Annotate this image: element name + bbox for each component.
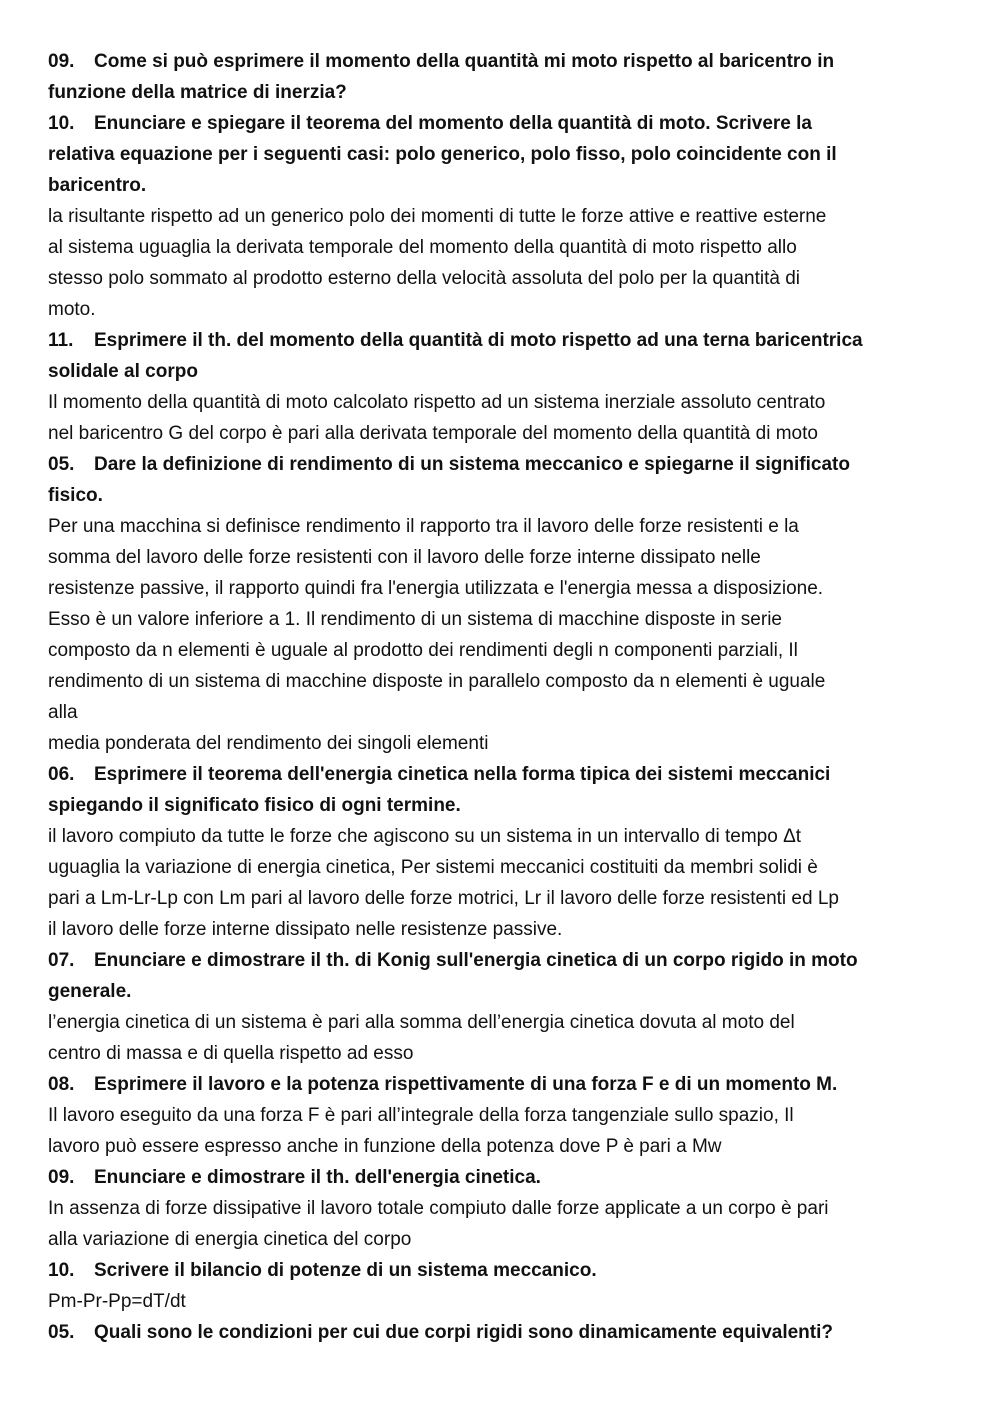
- answer-line: [48, 294, 958, 325]
- question-block: [48, 325, 958, 387]
- question-block: [48, 759, 958, 821]
- answer-line: [48, 852, 958, 883]
- line-text: solidale al corpo: [48, 361, 198, 382]
- line-text: nel baricentro G del corpo è pari alla derivata temporale del momento della quantità di moto: [48, 423, 818, 444]
- question-number: 10.: [48, 1260, 75, 1281]
- answer-line: [48, 914, 958, 945]
- line-text: centro di massa e di quella rispetto ad esso: [48, 1043, 414, 1064]
- line-text: al sistema uguaglia la derivata temporale del momento della quantità di moto rispetto allo: [48, 237, 797, 258]
- question-number: 05.: [48, 1322, 75, 1343]
- question-number: 06.: [48, 764, 75, 785]
- line-text: Esprimere il th. del momento della quantità di moto rispetto ad una terna baricentrica: [94, 330, 863, 351]
- answer-line: [48, 201, 958, 232]
- line-text: somma del lavoro delle forze resistenti con il lavoro delle forze interne dissipato nelle: [48, 547, 761, 568]
- answer-block: [48, 511, 958, 759]
- answer-line: [48, 666, 958, 697]
- line-text: Il lavoro eseguito da una forza F è pari all’integrale della forza tangenziale sullo spazio, Il: [48, 1105, 794, 1126]
- line-text: moto.: [48, 299, 96, 320]
- question-line: [48, 1162, 958, 1193]
- line-text: alla variazione di energia cinetica del corpo: [48, 1229, 412, 1250]
- line-text: rendimento di un sistema di macchine disposte in parallelo composto da n elementi è uguale: [48, 671, 826, 692]
- line-text: il lavoro delle forze interne dissipato nelle resistenze passive.: [48, 919, 563, 940]
- answer-line: [48, 1224, 958, 1255]
- question-block: [48, 108, 958, 201]
- question-block: [48, 1317, 958, 1348]
- answer-line: [48, 821, 958, 852]
- answer-line: [48, 1100, 958, 1131]
- line-text: il lavoro compiuto da tutte le forze che agiscono su un sistema in un intervallo di tempo Δt: [48, 826, 802, 847]
- line-text: uguaglia la variazione di energia cinetica, Per sistemi meccanici costituiti da membri solidi è: [48, 857, 818, 878]
- answer-line: [48, 1286, 958, 1317]
- question-number: 09.: [48, 1167, 75, 1188]
- question-line: [48, 449, 958, 480]
- line-text: pari a Lm-Lr-Lp con Lm pari al lavoro delle forze motrici, Lr il lavoro delle forze resistenti ed Lp: [48, 888, 839, 909]
- line-text: fisico.: [48, 485, 103, 506]
- answer-line: [48, 418, 958, 449]
- line-text: alla: [48, 702, 78, 723]
- question-block: [48, 945, 958, 1007]
- line-text: la risultante rispetto ad un generico polo dei momenti di tutte le forze attive e reattive esterne: [48, 206, 827, 227]
- answer-block: [48, 1193, 958, 1255]
- question-line: [48, 77, 958, 108]
- line-text: generale.: [48, 981, 132, 1002]
- question-number: 05.: [48, 454, 75, 475]
- answer-line: [48, 1038, 958, 1069]
- line-text: Scrivere il bilancio di potenze di un sistema meccanico.: [94, 1260, 597, 1281]
- question-number: 11.: [48, 330, 74, 351]
- answer-line: [48, 573, 958, 604]
- question-number: 09.: [48, 51, 75, 72]
- question-line: [48, 46, 958, 77]
- answer-block: [48, 387, 958, 449]
- question-line: [48, 790, 958, 821]
- answer-line: [48, 883, 958, 914]
- question-line: [48, 759, 958, 790]
- question-line: [48, 139, 958, 170]
- question-block: [48, 449, 958, 511]
- answer-block: [48, 821, 958, 945]
- line-text: baricentro.: [48, 175, 147, 196]
- answer-line: [48, 542, 958, 573]
- line-text: lavoro può essere espresso anche in funzione della potenza dove P è pari a Mw: [48, 1136, 722, 1157]
- line-text: relativa equazione per i seguenti casi: polo generico, polo fisso, polo coincidente con il: [48, 144, 837, 165]
- answer-line: [48, 232, 958, 263]
- question-line: [48, 1069, 958, 1100]
- answer-line: [48, 604, 958, 635]
- line-text: Dare la definizione di rendimento di un sistema meccanico e spiegarne il significato: [94, 454, 850, 475]
- document-page: [48, 46, 958, 1348]
- answer-line: [48, 387, 958, 418]
- question-line: [48, 325, 958, 356]
- line-text: Pm-Pr-Pp=dT/dt: [48, 1291, 186, 1312]
- line-text: Enunciare e dimostrare il th. di Konig sull'energia cinetica di un corpo rigido in moto: [94, 950, 858, 971]
- question-block: [48, 1069, 958, 1100]
- question-line: [48, 356, 958, 387]
- question-number: 07.: [48, 950, 75, 971]
- question-block: [48, 1255, 958, 1286]
- answer-line: [48, 1007, 958, 1038]
- answer-line: [48, 511, 958, 542]
- line-text: stesso polo sommato al prodotto esterno della velocità assoluta del polo per la quantità di: [48, 268, 801, 289]
- line-text: Quali sono le condizioni per cui due corpi rigidi sono dinamicamente equivalenti?: [94, 1322, 833, 1343]
- question-line: [48, 1317, 958, 1348]
- question-line: [48, 1255, 958, 1286]
- question-number: 10.: [48, 113, 75, 134]
- answer-block: [48, 1100, 958, 1162]
- answer-line: [48, 1193, 958, 1224]
- question-line: [48, 108, 958, 139]
- answer-line: [48, 263, 958, 294]
- line-text: composto da n elementi è uguale al prodotto dei rendimenti degli n componenti parziali, Il: [48, 640, 798, 661]
- line-text: spiegando il significato fisico di ogni termine.: [48, 795, 461, 816]
- question-block: [48, 1162, 958, 1193]
- answer-line: [48, 1131, 958, 1162]
- answer-block: [48, 201, 958, 325]
- line-text: In assenza di forze dissipative il lavoro totale compiuto dalle forze applicate a un corpo è pari: [48, 1198, 829, 1219]
- answer-line: [48, 635, 958, 666]
- line-text: Enunciare e spiegare il teorema del momento della quantità di moto. Scrivere la: [94, 113, 812, 134]
- line-text: Esprimere il teorema dell'energia cinetica nella forma tipica dei sistemi meccanici: [94, 764, 831, 785]
- question-line: [48, 170, 958, 201]
- line-text: Come si può esprimere il momento della quantità mi moto rispetto al baricentro in: [94, 51, 835, 72]
- line-text: Esprimere il lavoro e la potenza rispettivamente di una forza F e di un momento M.: [94, 1074, 838, 1095]
- line-text: Per una macchina si definisce rendimento il rapporto tra il lavoro delle forze resistenti e la: [48, 516, 799, 537]
- question-line: [48, 945, 958, 976]
- answer-line: [48, 728, 958, 759]
- answer-block: [48, 1286, 958, 1317]
- question-number: 08.: [48, 1074, 75, 1095]
- line-text: Il momento della quantità di moto calcolato rispetto ad un sistema inerziale assoluto centrato: [48, 392, 826, 413]
- line-text: Enunciare e dimostrare il th. dell'energia cinetica.: [94, 1167, 541, 1188]
- line-text: Esso è un valore inferiore a 1. Il rendimento di un sistema di macchine disposte in serie: [48, 609, 782, 630]
- question-block: [48, 46, 958, 108]
- question-line: [48, 480, 958, 511]
- answer-line: [48, 697, 958, 728]
- line-text: resistenze passive, il rapporto quindi fra l'energia utilizzata e l'energia messa a disposizione.: [48, 578, 824, 599]
- answer-block: [48, 1007, 958, 1069]
- question-line: [48, 976, 958, 1007]
- line-text: media ponderata del rendimento dei singoli elementi: [48, 733, 489, 754]
- line-text: l’energia cinetica di un sistema è pari alla somma dell’energia cinetica dovuta al moto del: [48, 1012, 795, 1033]
- line-text: funzione della matrice di inerzia?: [48, 82, 347, 103]
